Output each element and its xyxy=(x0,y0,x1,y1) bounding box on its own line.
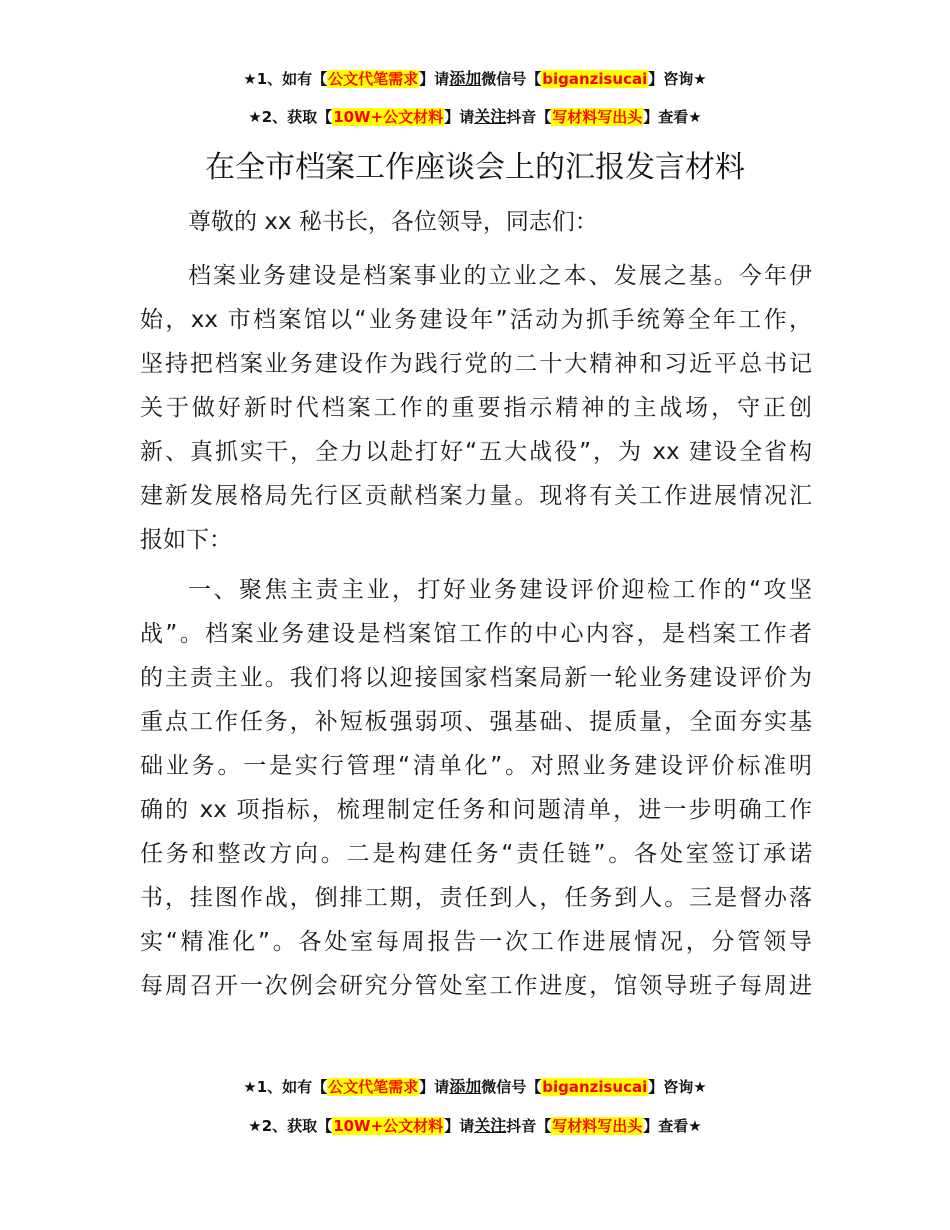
header-promo-2-suffix: 】查看★ xyxy=(643,108,702,126)
header-promo-2-highlight-douyin: 写材料写出头 xyxy=(552,108,643,126)
footer-promo-1-underline: 添加 xyxy=(449,1077,482,1096)
footer-promo-1-mid: 】请 xyxy=(419,1078,450,1096)
document-title: 在全市档案工作座谈会上的汇报发言材料 xyxy=(205,150,745,185)
footer-promo-1-suffix: 】咨询★ xyxy=(648,1078,707,1096)
paragraph-1-line: 关于做好新时代档案工作的重要指示精神的主战场，守正创 xyxy=(140,395,812,421)
header-promo-1-mid: 】请 xyxy=(419,70,450,88)
header-promo-2-mid: 】请 xyxy=(444,108,475,126)
salutation-text: 尊敬的 xx 秘书长，各位领导，同志们： xyxy=(188,209,598,235)
paragraph-2-line: 一、聚焦主责主业，打好业务建设评价迎检工作的“攻坚 xyxy=(188,577,812,603)
paragraph-2-line: 重点工作任务，补短板强弱项、强基础、提质量，全面夯实基 xyxy=(140,709,812,735)
header-promo-1-suffix: 】咨询★ xyxy=(648,70,707,88)
paragraph-2 xyxy=(140,568,812,1008)
paragraph-1-line: 报如下： xyxy=(140,527,232,553)
header-promo-2-highlight-materials: 10W+公文材料 xyxy=(333,108,444,126)
footer-promo-2-mid: 】请 xyxy=(444,1117,475,1135)
footer-promo-line-1 xyxy=(0,1076,950,1098)
footer-promo-2-highlight-materials: 10W+公文材料 xyxy=(333,1117,444,1135)
paragraph-2-line: 确的 xx 项指标，梳理制定任务和问题清单，进一步明确工作 xyxy=(140,797,812,823)
paragraph-1-line: 建新发展格局先行区贡献档案力量。现将有关工作进展情况汇 xyxy=(140,483,812,509)
paragraph-1 xyxy=(140,254,812,562)
header-promo-line-2 xyxy=(0,106,950,128)
paragraph-2-line: 战”。档案业务建设是档案馆工作的中心内容，是档案工作者 xyxy=(140,621,812,647)
paragraph-1-line: 始，xx 市档案馆以“业务建设年”活动为抓手统筹全年工作， xyxy=(140,307,812,333)
footer-promo-2-prefix: ★2、获取【 xyxy=(248,1117,333,1135)
header-promo-2-mid2: 抖音【 xyxy=(506,108,552,126)
paragraph-2-line: 每周召开一次例会研究分管处室工作进度，馆领导班子每周进 xyxy=(140,973,812,999)
paragraph-2-line: 的主责主业。我们将以迎接国家档案局新一轮业务建设评价为 xyxy=(140,665,812,691)
footer-promo-2-highlight-douyin: 写材料写出头 xyxy=(552,1117,643,1135)
header-promo-2-underline: 关注 xyxy=(474,107,507,126)
footer-promo-1-prefix: ★1、如有【 xyxy=(243,1078,328,1096)
header-promo-2-prefix: ★2、获取【 xyxy=(248,108,333,126)
paragraph-1-line: 档案业务建设是档案事业的立业之本、发展之基。今年伊 xyxy=(188,263,812,289)
salutation xyxy=(140,200,812,244)
paragraph-2-line: 书，挂图作战，倒排工期，责任到人，任务到人。三是督办落 xyxy=(140,885,812,911)
footer-promo-line-2 xyxy=(0,1115,950,1137)
paragraph-2-line: 础业务。一是实行管理“清单化”。对照业务建设评价标准明 xyxy=(140,753,812,779)
header-promo-1-highlight-wechat: biganzisucai xyxy=(542,70,648,88)
footer-promo-2-suffix: 】查看★ xyxy=(643,1117,702,1135)
header-promo-1-highlight-service: 公文代笔需求 xyxy=(328,70,419,88)
footer-promo-2-mid2: 抖音【 xyxy=(506,1117,552,1135)
header-promo-1-mid2: 微信号【 xyxy=(481,70,542,88)
footer-promo-1-highlight-wechat: biganzisucai xyxy=(542,1078,648,1096)
paragraph-2-line: 任务和整改方向。二是构建任务“责任链”。各处室签订承诺 xyxy=(140,841,812,867)
paragraph-1-line: 新、真抓实干，全力以赴打好“五大战役”，为 xx 建设全省构 xyxy=(140,439,812,465)
header-promo-1-underline: 添加 xyxy=(449,69,482,88)
footer-promo-1-highlight-service: 公文代笔需求 xyxy=(328,1078,419,1096)
header-promo-1-prefix: ★1、如有【 xyxy=(243,70,328,88)
paragraph-1-line: 坚持把档案业务建设作为践行党的二十大精神和习近平总书记 xyxy=(140,351,812,377)
paragraph-2-line: 实“精准化”。各处室每周报告一次工作进展情况，分管领导 xyxy=(140,929,812,955)
footer-promo-1-mid2: 微信号【 xyxy=(481,1078,542,1096)
footer-promo-2-underline: 关注 xyxy=(474,1116,507,1135)
header-promo-line-1 xyxy=(0,68,950,90)
